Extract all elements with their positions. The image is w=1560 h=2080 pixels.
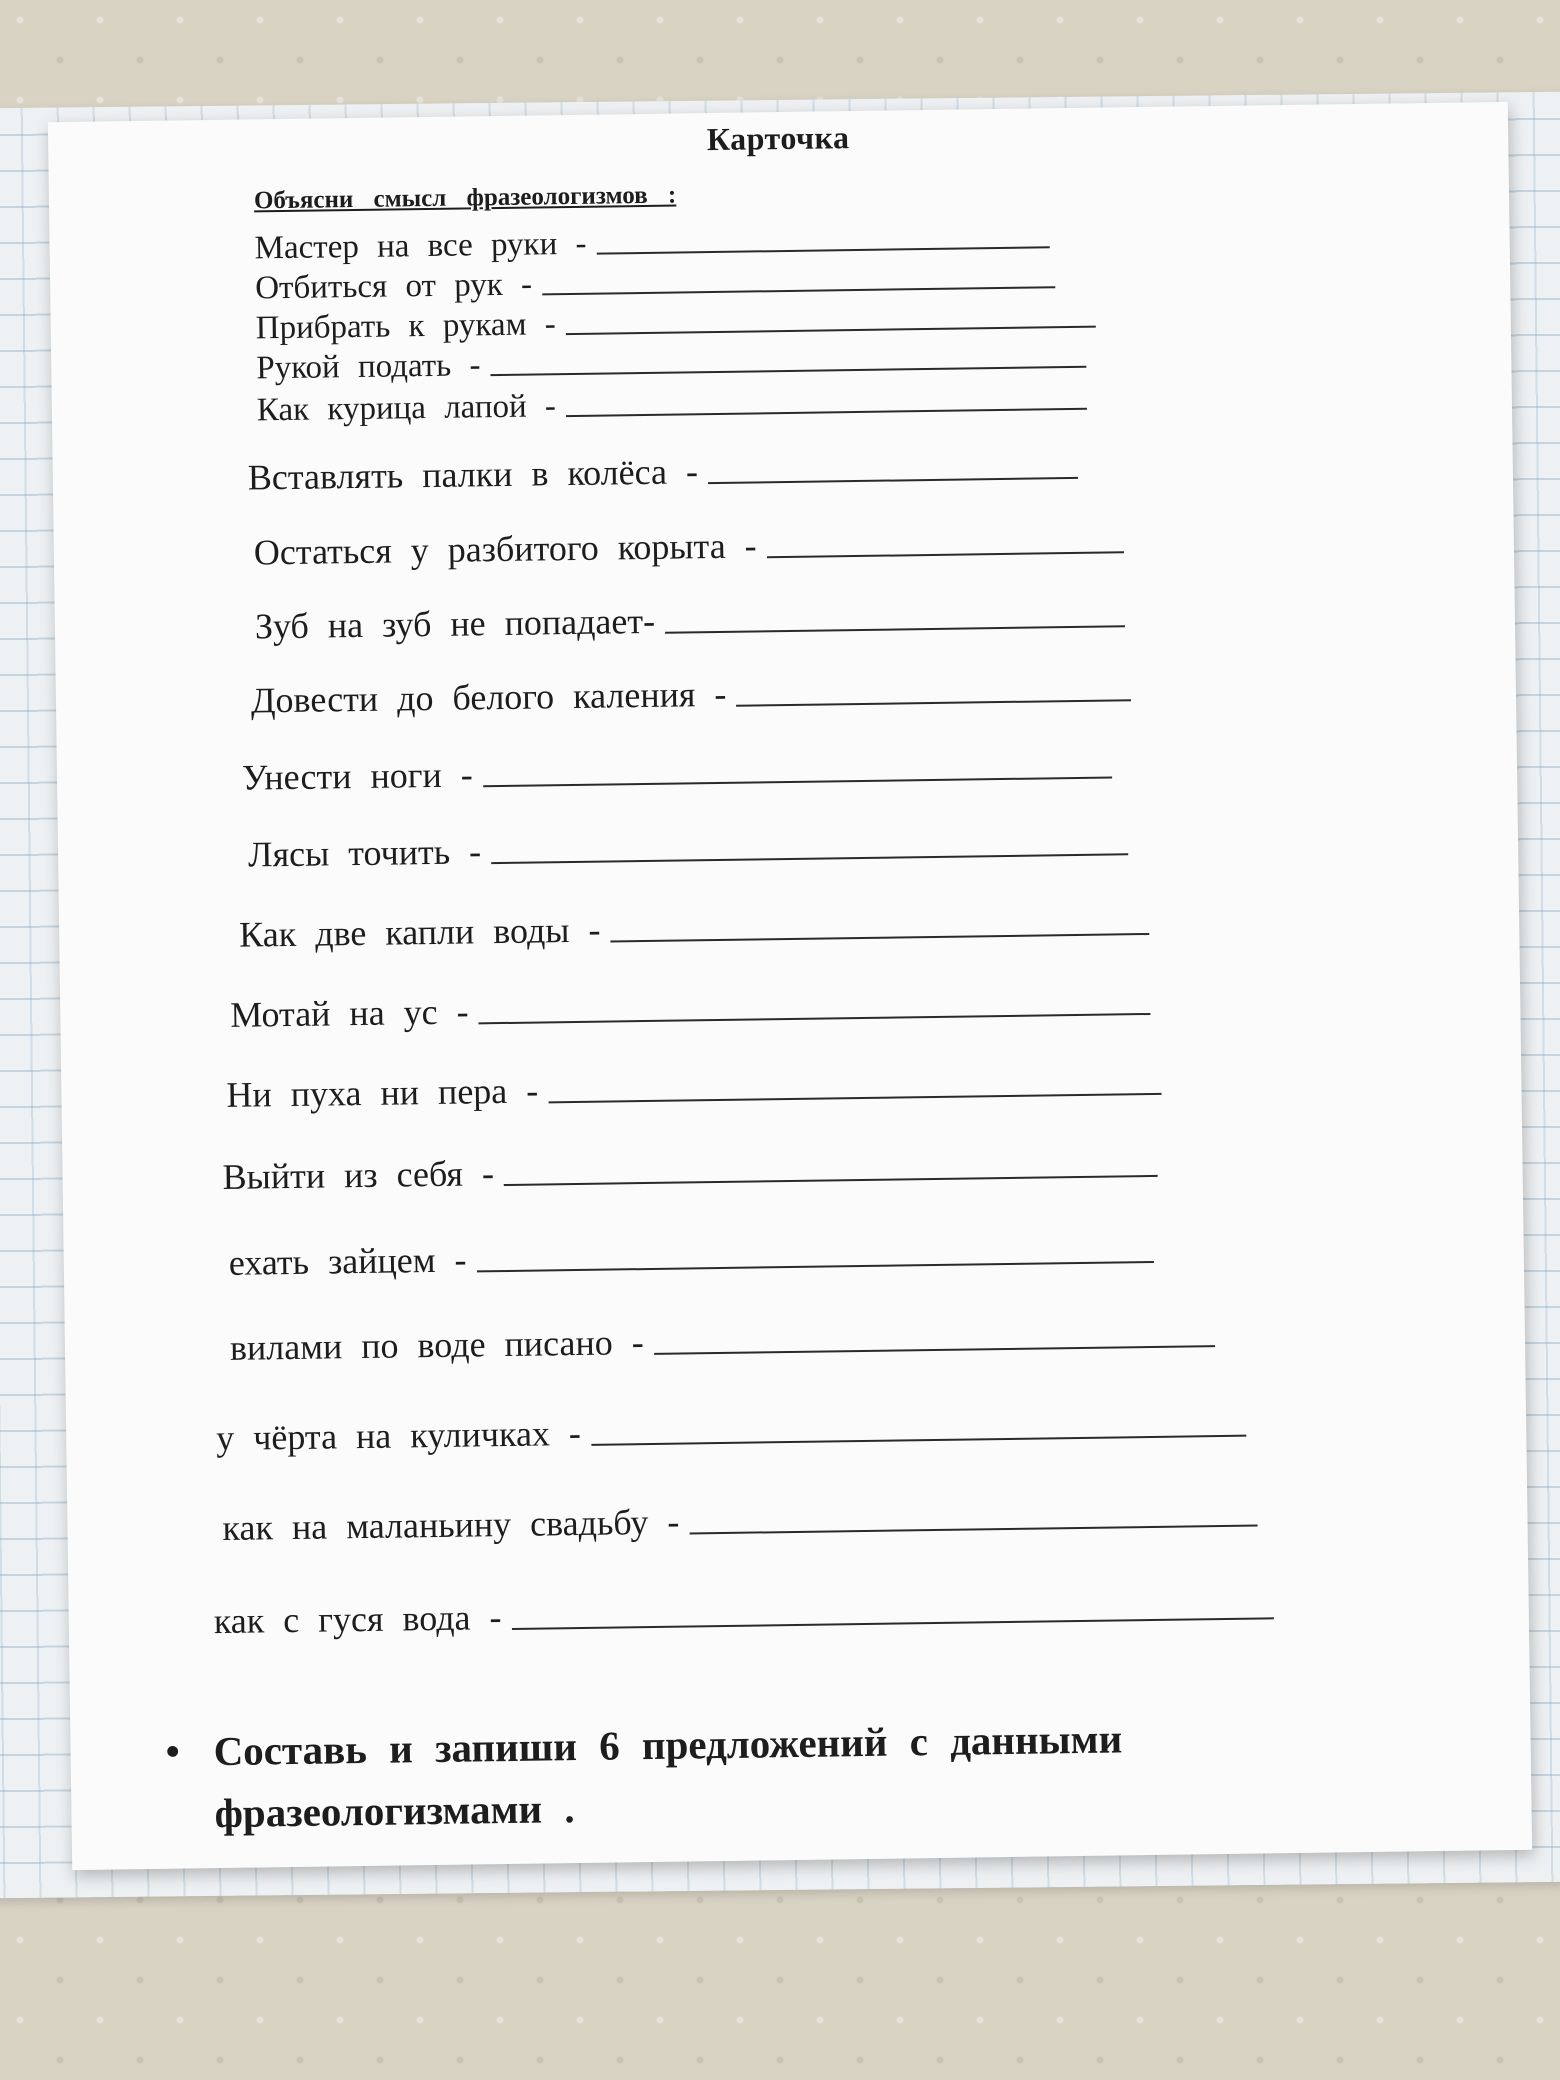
phrase-text: Зуб на зуб не попадает- bbox=[254, 600, 656, 647]
card-title: Карточка bbox=[706, 119, 850, 158]
worksheet-card bbox=[48, 102, 1532, 1870]
phrase-text: Выйти из себя - bbox=[222, 1153, 495, 1197]
phrase-text: Довести до белого каления - bbox=[250, 673, 727, 721]
answer-line[interactable] bbox=[504, 1175, 1158, 1186]
phrase-text: Прибрать к рукам - bbox=[255, 306, 556, 347]
phrase-text: Остаться у разбитого корыта - bbox=[253, 525, 757, 573]
phrase-item bbox=[230, 979, 1151, 1036]
phrase-text: у чёрта на куличках - bbox=[215, 1412, 582, 1459]
phrase-item bbox=[230, 1311, 1216, 1369]
answer-line[interactable] bbox=[737, 699, 1132, 707]
phrase-text: Унести ноги - bbox=[241, 754, 474, 798]
answer-line[interactable] bbox=[708, 477, 1078, 484]
task-heading: Объясни смысл фразеологизмов : bbox=[253, 181, 677, 215]
answer-line[interactable] bbox=[477, 1261, 1154, 1272]
instruction-text: Составь и запиши 6 предложений с данными фразеологизмами . bbox=[213, 1715, 1123, 1837]
answer-line[interactable] bbox=[512, 1617, 1274, 1630]
phrase-text: Отбиться от рук - bbox=[254, 266, 533, 307]
phrase-text: ехать зайцем - bbox=[228, 1239, 467, 1283]
phrase-text: как с гуся вода - bbox=[213, 1597, 502, 1642]
phrase-text: Ни пуха ни пера - bbox=[226, 1070, 539, 1115]
phrase-item bbox=[255, 591, 1126, 647]
phrase-item bbox=[239, 899, 1150, 956]
answer-line[interactable] bbox=[479, 1013, 1151, 1024]
phrase-item bbox=[216, 1401, 1247, 1459]
answer-line[interactable] bbox=[654, 1345, 1215, 1355]
phrase-text: Как две капли воды - bbox=[238, 909, 601, 955]
phrase-text: как на маланьину свадьбу - bbox=[222, 1501, 680, 1548]
phrase-text: Мастер на все руки - bbox=[254, 225, 587, 267]
phrase-item bbox=[213, 1583, 1274, 1642]
phrase-item bbox=[248, 443, 1079, 499]
phrase-item bbox=[254, 517, 1125, 573]
phrase-text: Мотай на ус - bbox=[230, 991, 469, 1035]
answer-line[interactable] bbox=[483, 776, 1112, 787]
bullet-icon: • bbox=[165, 1728, 180, 1774]
phrase-item bbox=[228, 1227, 1154, 1284]
answer-line[interactable] bbox=[491, 366, 1087, 376]
answer-line[interactable] bbox=[767, 551, 1124, 558]
phrase-text: Лясы точить - bbox=[247, 831, 482, 875]
phrase-text: вилами по воде писано - bbox=[229, 1322, 644, 1368]
phrase-text: Вставлять палки в колёса - bbox=[247, 451, 699, 498]
phrase-text: Как курица лапой - bbox=[256, 388, 557, 429]
phrase-item bbox=[222, 1491, 1258, 1549]
answer-line[interactable] bbox=[591, 1435, 1246, 1446]
phrase-item bbox=[242, 742, 1113, 798]
answer-line[interactable] bbox=[542, 286, 1055, 295]
instruction-block bbox=[165, 1704, 1367, 1845]
phrase-list bbox=[48, 102, 1532, 1870]
answer-line[interactable] bbox=[689, 1525, 1257, 1535]
answer-line[interactable] bbox=[491, 853, 1128, 864]
phrase-text: Рукой подать - bbox=[256, 347, 481, 387]
phrase-item bbox=[257, 380, 1087, 430]
phrase-item bbox=[226, 1059, 1162, 1116]
phrase-item bbox=[222, 1141, 1158, 1198]
phrase-item bbox=[248, 819, 1129, 875]
phrase-item bbox=[251, 665, 1132, 721]
answer-line[interactable] bbox=[611, 933, 1150, 943]
answer-line[interactable] bbox=[566, 326, 1096, 335]
answer-line[interactable] bbox=[665, 625, 1125, 633]
answer-line[interactable] bbox=[597, 246, 1050, 254]
answer-line[interactable] bbox=[548, 1093, 1161, 1104]
answer-line[interactable] bbox=[566, 408, 1087, 417]
